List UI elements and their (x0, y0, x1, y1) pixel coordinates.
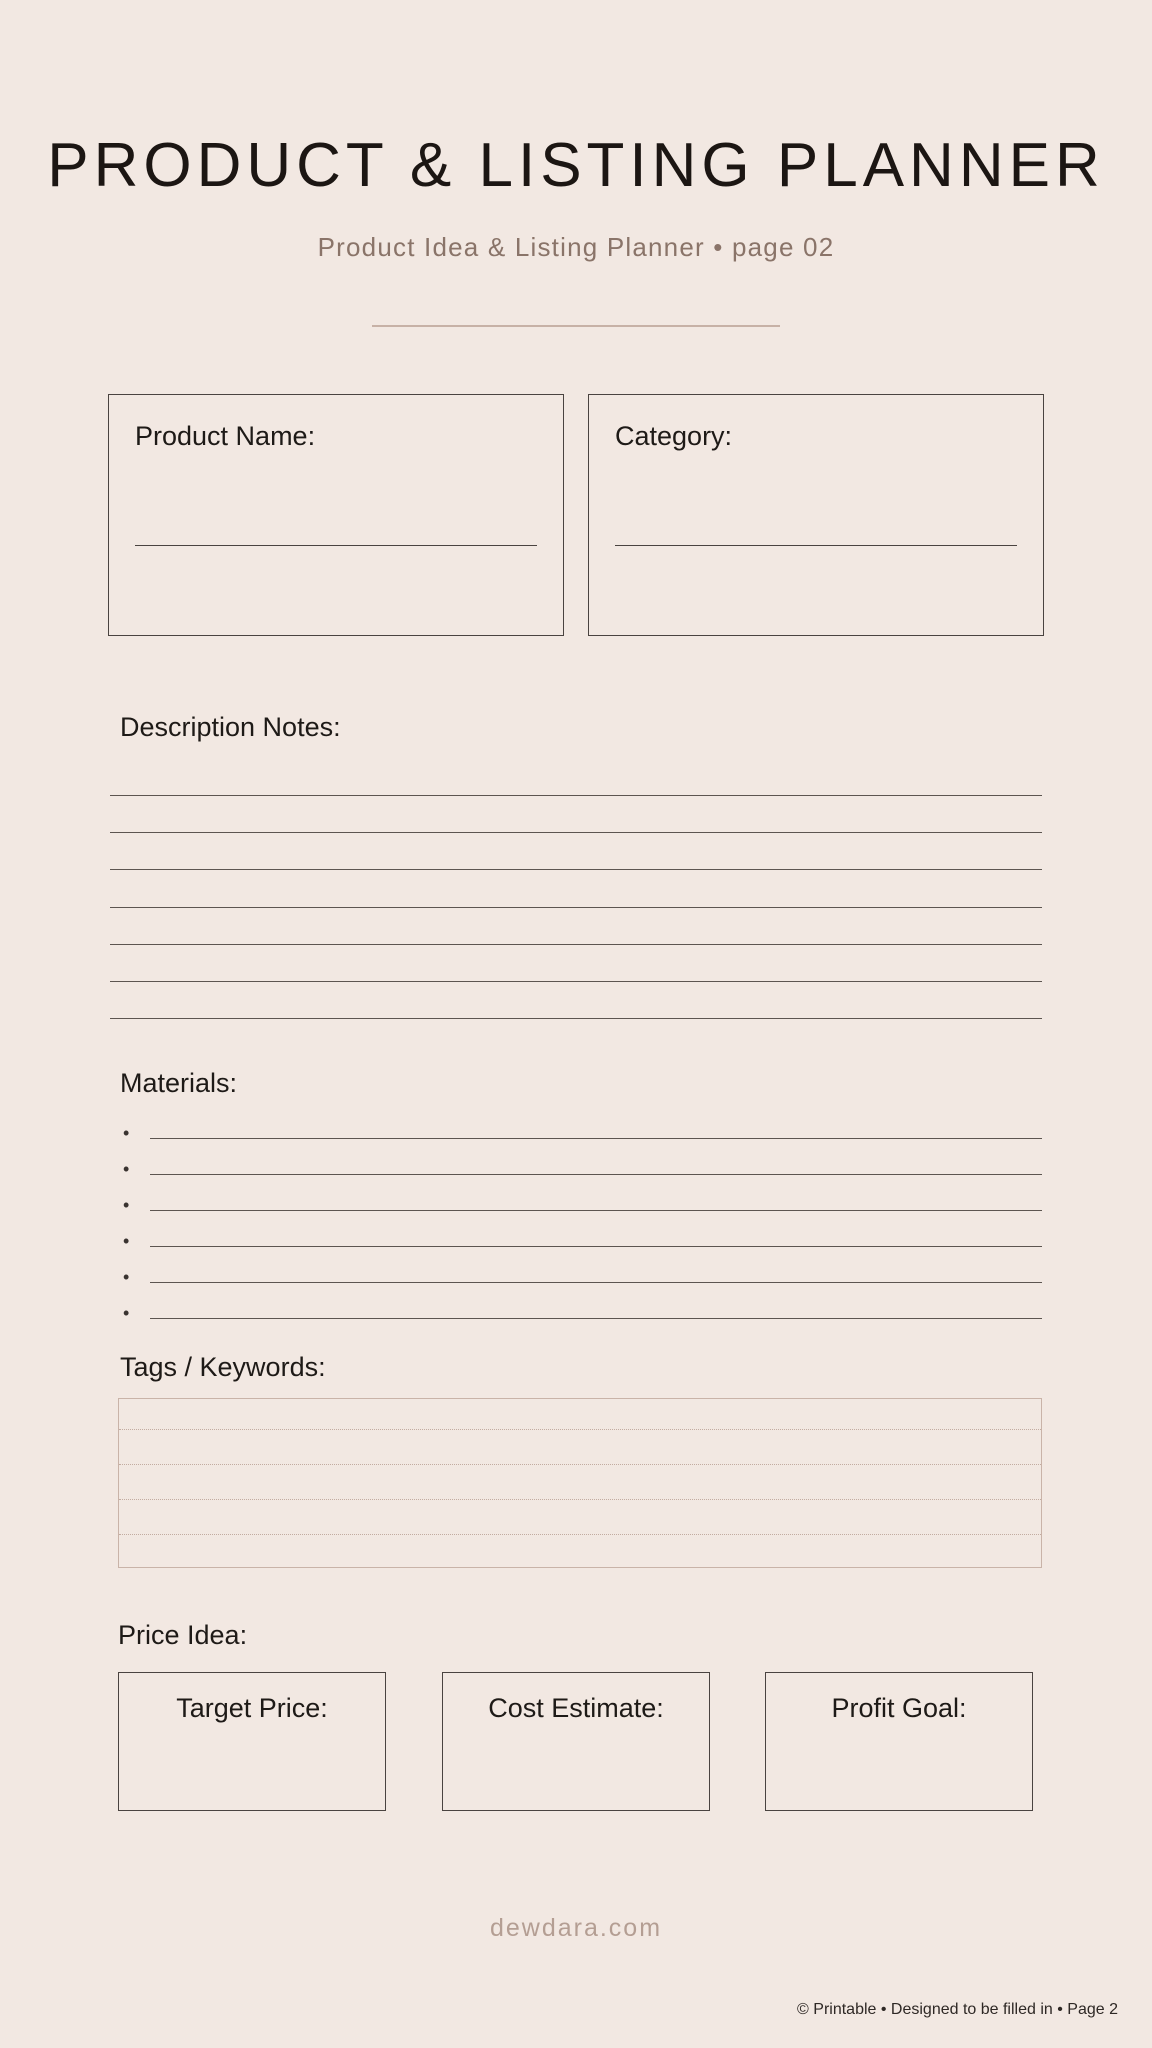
category-label: Category: (615, 421, 733, 451)
category-field[interactable] (615, 545, 1017, 546)
profit-goal-label: Profit Goal: (831, 1693, 967, 1723)
category-box (588, 394, 1044, 636)
website-text: dewdara.com (489, 1914, 663, 1942)
materials-line[interactable] (150, 1282, 1042, 1283)
materials-bullet: • (123, 1267, 130, 1287)
description-notes-label: Description Notes: (120, 712, 341, 742)
materials-bullet: • (123, 1123, 130, 1143)
materials-bullet: • (123, 1159, 130, 1179)
materials-line[interactable] (150, 1210, 1042, 1211)
tags-dotted-line (119, 1464, 1041, 1465)
product-name-label: Product Name: (135, 421, 316, 451)
materials-line[interactable] (150, 1174, 1042, 1175)
description-line[interactable] (110, 907, 1042, 908)
materials-line[interactable] (150, 1318, 1042, 1319)
tags-keywords-field[interactable] (118, 1398, 1042, 1568)
profit-goal-box[interactable] (765, 1672, 1033, 1811)
cost-estimate-label: Cost Estimate: (488, 1693, 664, 1723)
target-price-label: Target Price: (176, 1693, 328, 1723)
materials-line[interactable] (150, 1246, 1042, 1247)
description-line[interactable] (110, 869, 1042, 870)
materials-bullet: • (123, 1195, 130, 1215)
materials-label: Materials: (120, 1068, 238, 1098)
tags-dotted-line (119, 1429, 1041, 1430)
tags-dotted-line (119, 1499, 1041, 1500)
description-line[interactable] (110, 944, 1042, 945)
materials-bullet: • (123, 1231, 130, 1251)
product-name-field[interactable] (135, 545, 537, 546)
cost-estimate-box[interactable] (442, 1672, 710, 1811)
tags-dotted-line (119, 1534, 1041, 1535)
tags-keywords-label: Tags / Keywords: (120, 1352, 326, 1382)
page-title: PRODUCT & LISTING PLANNER (47, 131, 1105, 200)
materials-line[interactable] (150, 1138, 1042, 1139)
description-line[interactable] (110, 1018, 1042, 1019)
description-line[interactable] (110, 795, 1042, 796)
materials-bullet: • (123, 1303, 130, 1323)
page-subtitle: Product Idea & Listing Planner • page 02 (317, 232, 835, 262)
price-idea-label: Price Idea: (118, 1620, 248, 1650)
product-name-box (108, 394, 564, 636)
header-divider (372, 325, 780, 327)
footer-note: © Printable • Designed to be filled in • Page 2 (797, 2001, 1118, 2018)
target-price-box[interactable] (118, 1672, 386, 1811)
description-line[interactable] (110, 981, 1042, 982)
description-line[interactable] (110, 832, 1042, 833)
